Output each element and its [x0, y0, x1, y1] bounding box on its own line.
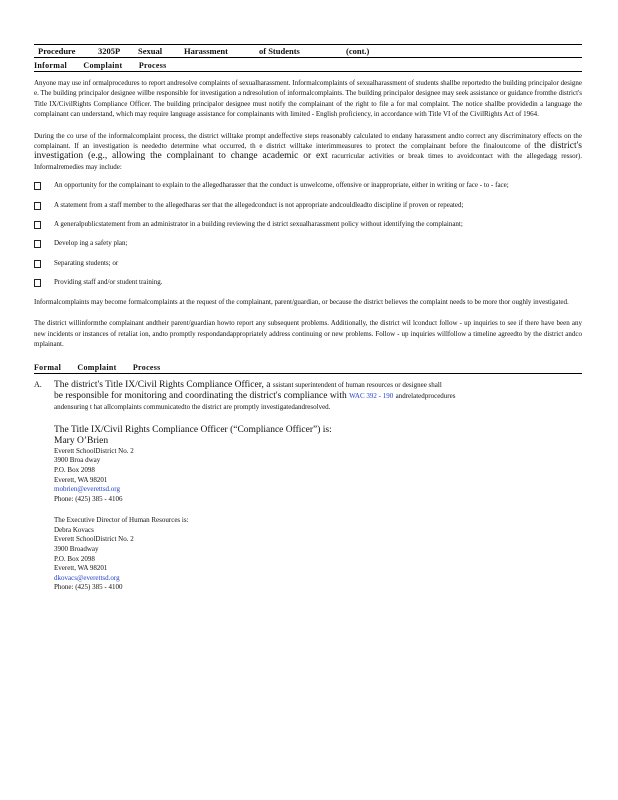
header-of-students: of Students	[259, 46, 300, 56]
formal-line-1: The district's Title IX/Civil Rights Compliance Officer, a ssistant superintendent of human resources or designee shall	[54, 380, 442, 391]
informal-para-2	[34, 131, 582, 173]
officer-city: Everett, WA 98201	[54, 475, 108, 484]
formal-item-a	[34, 380, 582, 593]
formal-line-3: andensuring t hat allcomplaints communicatedto the district are promptly investigatedandresolved.	[54, 403, 331, 412]
header-procedure: Procedure	[38, 46, 76, 56]
list-item: Separating students; or	[34, 258, 582, 268]
hr-address	[54, 516, 582, 593]
officer-phone: Phone: (425) 385 - 4106	[54, 494, 123, 503]
officer-po: P.O. Box 2098	[54, 465, 95, 474]
bullet-box-icon	[34, 221, 41, 229]
hr-po: P.O. Box 2098	[54, 554, 95, 563]
bullet-box-icon	[34, 202, 41, 210]
informal-para-4: The district willinformthe complainant andtheir parent/guardian howto report any subsequent problems. Additionally, the district wil lconduct follow - up inquiries to see if there have been any new incidents or instances of retaliat ion, andto promptly respondandappropriately address continuing or new problems. Follow - up inquiries willfollow a timeline agreedto by the district andco mplainant.	[34, 319, 582, 348]
officer-street: 3900 Broa dway	[54, 456, 101, 465]
informal-para-2a: During the co urse of the informalcomplaint process, the district willtake prompt andeffective steps reasonably calculated to endany harassment andto correct any discriminatory effects on the complainant. If an investigation is neededto determine what occurred, th e district willtake interimmeasures to protect the complainant before the finaloutcome of	[34, 131, 582, 151]
informal-para-3: Informalcomplaints may become formalcomplaints at the request of the complainant, parent/guardian, or because the district believes the complaint needs to be more thor oughly investigated.	[34, 297, 569, 306]
hr-street: 3900 Broadway	[54, 545, 99, 554]
item-label: A.	[34, 380, 42, 390]
officer-email-link[interactable]: mobrien@everettsd.org	[54, 485, 120, 494]
hr-name: Debra Kovacs	[54, 525, 94, 534]
remedies-list	[34, 180, 582, 287]
list-item: Providing staff and/or student training.	[34, 277, 582, 287]
bullet-box-icon	[34, 279, 41, 287]
bullet-box-icon	[34, 260, 41, 268]
officer-name: Mary O’Brien	[54, 435, 109, 446]
informal-heading: Informal Complaint Process	[34, 60, 582, 72]
policy-page	[34, 44, 582, 593]
wac-link[interactable]: WAC 392 - 190	[349, 392, 394, 401]
hr-email-link[interactable]: dkovacs@everettsd.org	[54, 573, 120, 582]
procedure-header	[34, 44, 582, 58]
list-item: A statement from a staff member to the allegedharas ser that the allegedconduct is not appropriate andcouldleadto discipline if proven or repeated;	[34, 200, 582, 210]
informal-para-2b: the district's investigation (e.g., allowing the complainant to change academic or ext	[34, 141, 582, 162]
hr-intro: The Executive Director of Human Resources is:	[54, 516, 189, 525]
header-number: 3205P	[98, 46, 121, 56]
list-item: An opportunity for the complainant to explain to the allegedharasser that the conduct is unwelcome, offensive or inappropriate, either in writing or face - to - face;	[34, 180, 582, 190]
officer-address	[54, 436, 582, 505]
formal-line-2: be responsible for monitoring and coordinating the district's compliance with WAC 392 - 190 andrelatedprocedures	[54, 391, 456, 402]
header-harassment: Harassment	[184, 46, 228, 56]
list-item: A generalpublicstatement from an administrator in a building reviewing the d istrict sexualharassment policy without identifying the complainant;	[34, 219, 582, 229]
header-cont: (cont.)	[346, 46, 370, 56]
hr-city: Everett, WA 98201	[54, 564, 108, 573]
informal-para-2c: racurricular activities or break times to avoidcontact with the allegedagg ressor). Informalremedies may include:	[34, 152, 583, 171]
bullet-box-icon	[34, 182, 41, 190]
bullet-box-icon	[34, 240, 41, 248]
informal-para-1: Anyone may use inf ormalprocedures to report andresolve complaints of sexualharassment. Informalcomplaints of sexualharassment of students shallbe reportedto the building principalor designe e. The building principalor designee willbe responsible for investigation a ndresolution of informalcomplaints. The building principalor designee may seek assistance or guidance fromthe district's Title IX/CivilRights Compliance Officer. The building principalor designee must notify the complainant of the right to file a for mal complaint. The notice shallbe providedin a language the complainant can understand, which may require language assistance for complainants with limited - English proficiency, in accordance with Title VI of the CivilRights Act of 1964.	[34, 79, 582, 119]
officer-intro: The Title IX/Civil Rights Compliance Officer (“Compliance Officer”) is:	[54, 424, 332, 435]
formal-heading: Formal Complaint Process	[34, 362, 582, 374]
list-item: Develop ing a safety plan;	[34, 238, 582, 248]
hr-district: Everett SchoolDistrict No. 2	[54, 535, 134, 544]
officer-district: Everett SchoolDistrict No. 2	[54, 446, 134, 455]
header-sexual: Sexual	[138, 46, 163, 56]
hr-phone: Phone: (425) 385 - 4100	[54, 583, 123, 592]
